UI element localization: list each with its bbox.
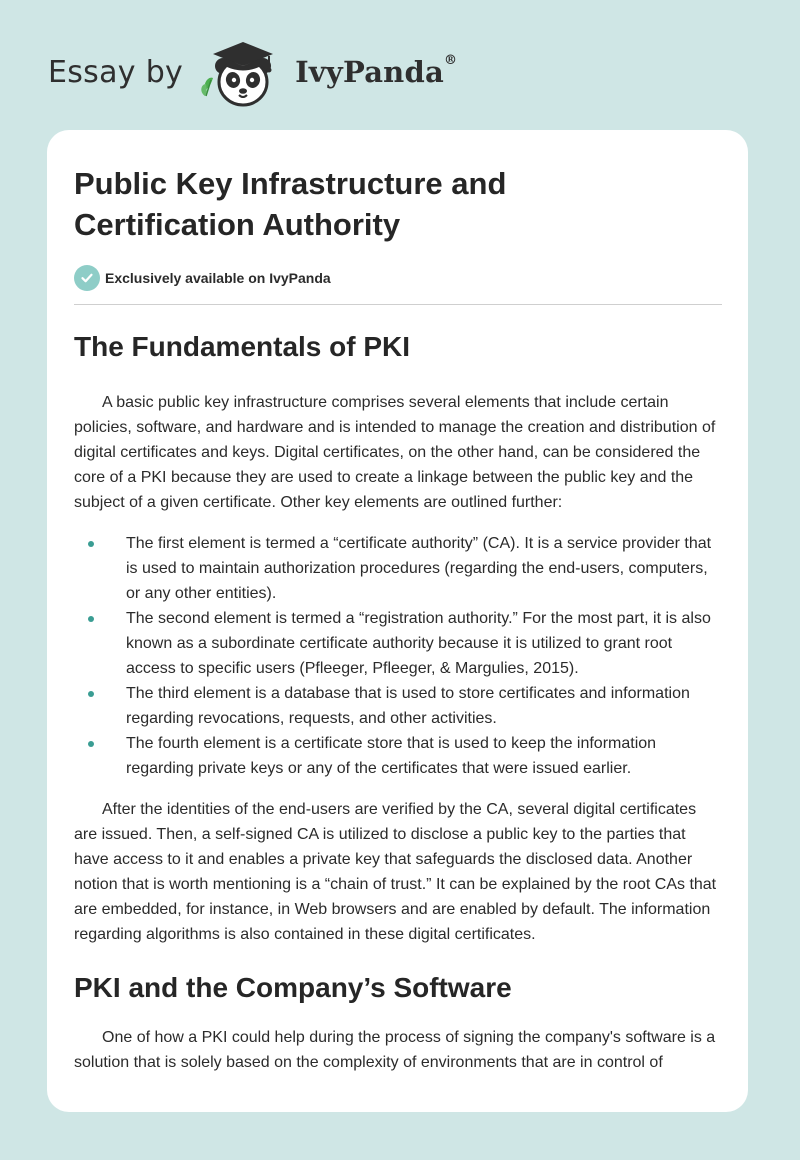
brand-header	[48, 34, 457, 110]
paragraph-closing: After the identities of the end-users are verified by the CA, several digital certificates are issued. Then, a self-signed CA is utilized to disclose a public key to the parties that have access to it and enables a private key that safeguards the disclosed data. Another notion that is worth mentioning is a “chain of trust.” It can be explained by the root CAs that are embedded, for instance, in Web browsers and are enabled by default. The information regarding algorithms is also contained in these digital certificates.	[74, 801, 717, 943]
brand-name	[295, 55, 457, 89]
bullet-icon	[88, 741, 94, 747]
list-item	[74, 681, 722, 731]
list-item	[74, 531, 722, 606]
brand-prefix: Essay by	[48, 54, 184, 90]
divider	[74, 304, 722, 305]
panda-graduate-logo-icon	[197, 34, 289, 110]
exclusive-badge	[74, 265, 722, 291]
check-circle-icon	[74, 265, 100, 291]
page-title-line-1: Public Key Infrastructure and	[74, 166, 507, 201]
page-title-line-2: Certification Authority	[74, 207, 401, 242]
exclusive-label: Exclusively available on IvyPanda	[105, 270, 331, 286]
list-item	[74, 731, 722, 781]
section-heading-fundamentals: The Fundamentals of PKI	[74, 331, 411, 362]
section-heading-software: PKI and the Company’s Software	[74, 972, 512, 1003]
list-item-text: The first element is termed a “certificate authority” (CA). It is a service provider that is used to maintain authorization procedures (regarding the end-users, computers, or any other entities).	[126, 535, 712, 602]
list-item-text: The second element is termed a “registration authority.” For the most part, it is also known as a subordinate certificate authority because it is utilized to grant root access to specific users (Pfleeger, Pfleeger, & Margulies, 2015).	[126, 610, 711, 677]
list-item	[74, 606, 722, 681]
key-elements-list	[74, 531, 722, 781]
brand-name-text: IvyPanda	[295, 55, 444, 89]
page-title	[74, 163, 722, 245]
registered-mark: ®	[443, 53, 458, 68]
bullet-icon	[88, 691, 94, 697]
list-item-text: The fourth element is a certificate store that is used to keep the information regarding private keys or any of the certificates that were issued earlier.	[126, 735, 657, 777]
essay-card	[47, 130, 748, 1112]
bullet-icon	[88, 616, 94, 622]
paragraph-software-intro: One of how a PKI could help during the process of signing the company's software is a solution that is solely based on the complexity of environments that are in control of	[74, 1029, 716, 1071]
list-item-text: The third element is a database that is used to store certificates and information regarding revocations, requests, and other activities.	[126, 685, 690, 727]
paragraph-intro: A basic public key infrastructure comprises several elements that include certain policies, software, and hardware and is intended to manage the creation and distribution of digital certificates and keys. Digital certificates, on the other hand, can be considered the core of a PKI because they are used to create a linkage between the public key and the subject of a given certificate. Other key elements are outlined further:	[74, 394, 716, 511]
bullet-icon	[88, 541, 94, 547]
